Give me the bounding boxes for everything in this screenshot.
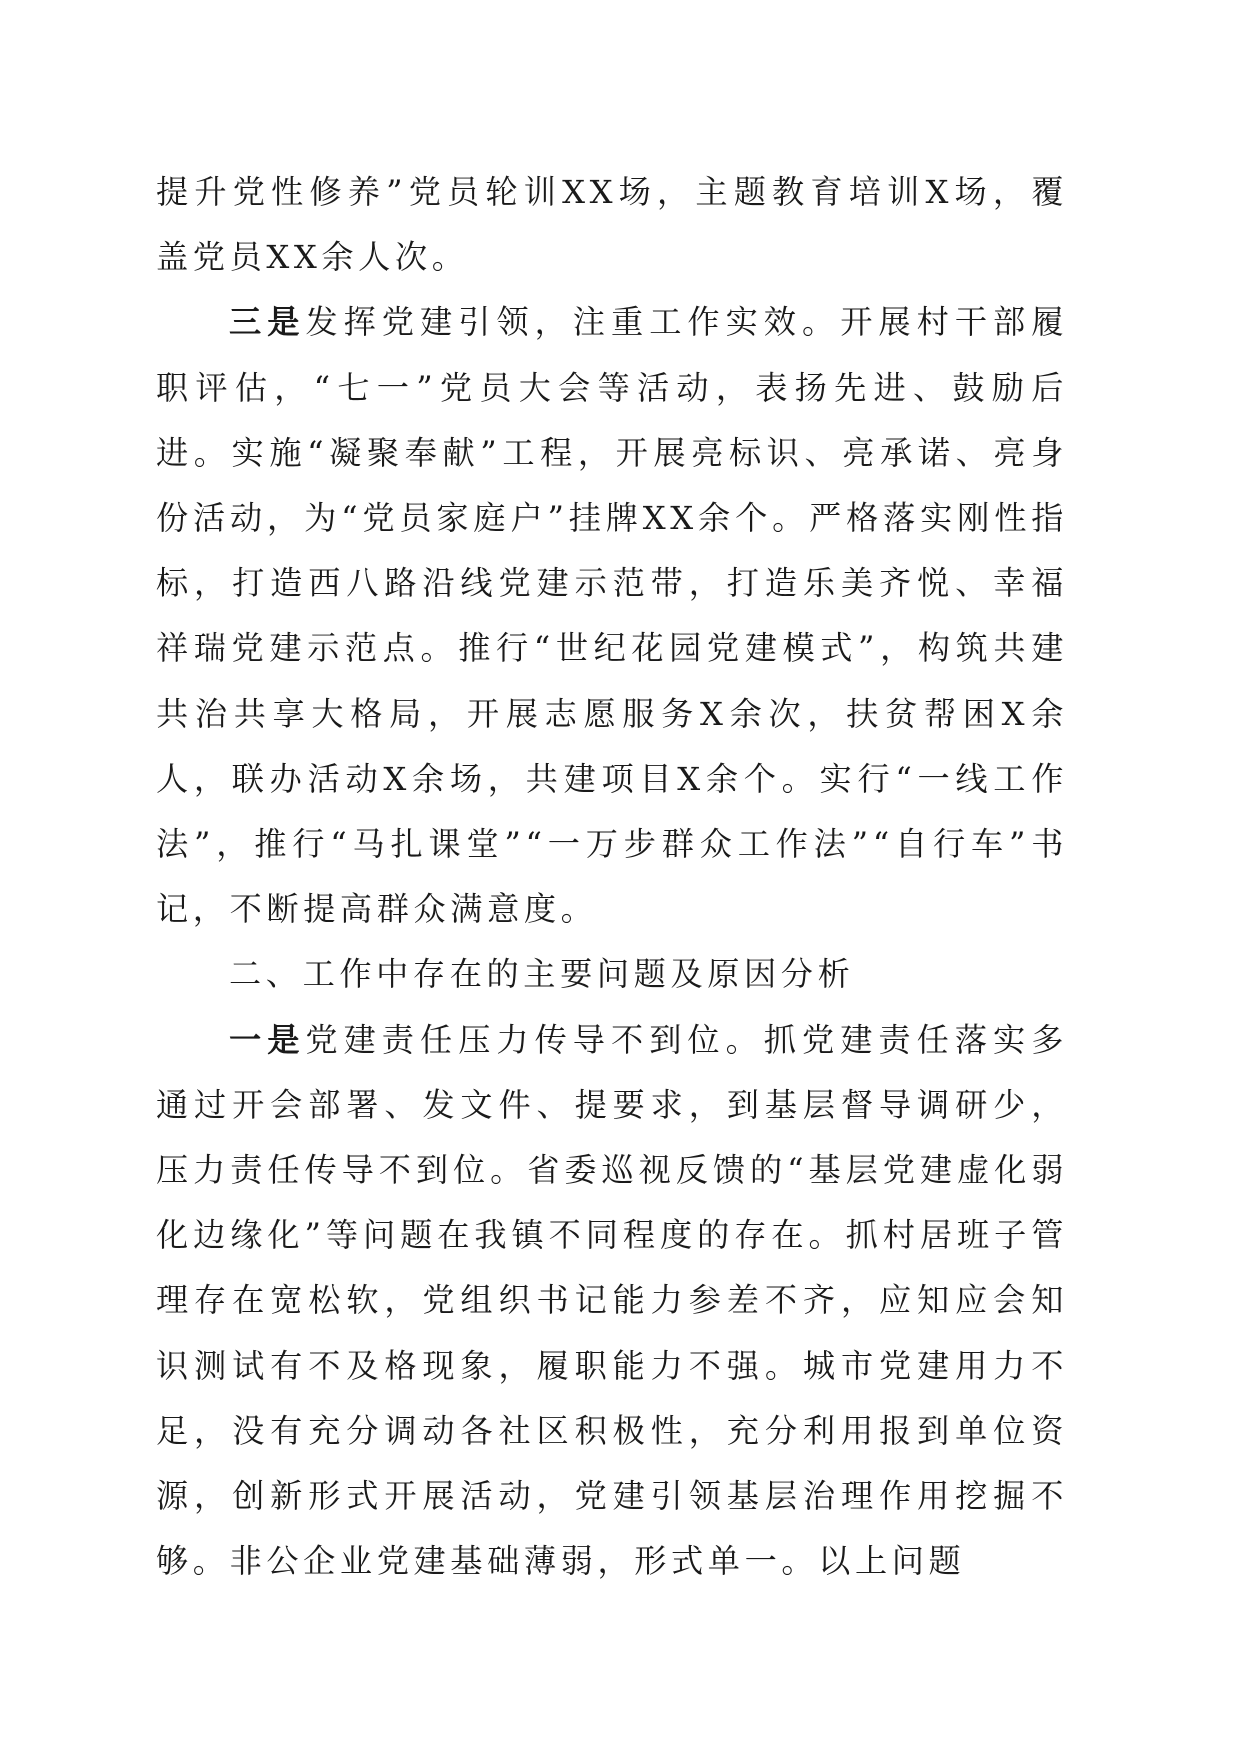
document-page — [156, 160, 1068, 1594]
section-heading — [156, 942, 1068, 1007]
paragraph-text: 提升党性修养”党员轮训XX场，主题教育培训X场，覆盖党员XX余人次。 — [156, 173, 1068, 277]
paragraph-text: 党建责任压力传导不到位。抓党建责任落实多通过开会部署、发文件、提要求，到基层督导调研少，压力责任传导不到位。省委巡视反馈的“基层党建虚化弱化边缘化”等问题在我镇不同程度的存在。抓村居班子管理存在宽松软，党组织书记能力参差不齐，应知应会知识测试有不及格现象，履职能力不强。城市党建用力不足，没有充分调动各社区积极性，充分利用报到单位资源，创新形式开展活动，党建引领基层治理作用挖掘不够。非公企业党建基础薄弱，形式单一。以上问题 — [156, 1020, 1069, 1581]
paragraph-lead: 三是 — [229, 303, 306, 342]
paragraph-continuation — [156, 160, 1068, 290]
paragraph-point-one — [156, 1008, 1068, 1595]
section-heading-text: 二、工作中存在的主要问题及原因分析 — [229, 955, 855, 994]
paragraph-point-three — [156, 290, 1068, 942]
paragraph-text: 发挥党建引领，注重工作实效。开展村干部履职评估，“七一”党员大会等活动，表扬先进、鼓励后进。实施“凝聚奉献”工程，开展亮标识、亮承诺、亮身份活动，为“党员家庭户”挂牌XX余个。严格落实刚性指标，打造西八路沿线党建示范带，打造乐美齐悦、幸福祥瑞党建示范点。推行“世纪花园党建模式”，构筑共建共治共享大格局，开展志愿服务X余次，扶贫帮困X余人，联办活动X余场，共建项目X余个。实行“一线工作法”，推行“马扎课堂”“一万步群众工作法”“自行车”书记，不断提高群众满意度。 — [156, 303, 1069, 929]
paragraph-lead: 一是 — [229, 1020, 306, 1059]
